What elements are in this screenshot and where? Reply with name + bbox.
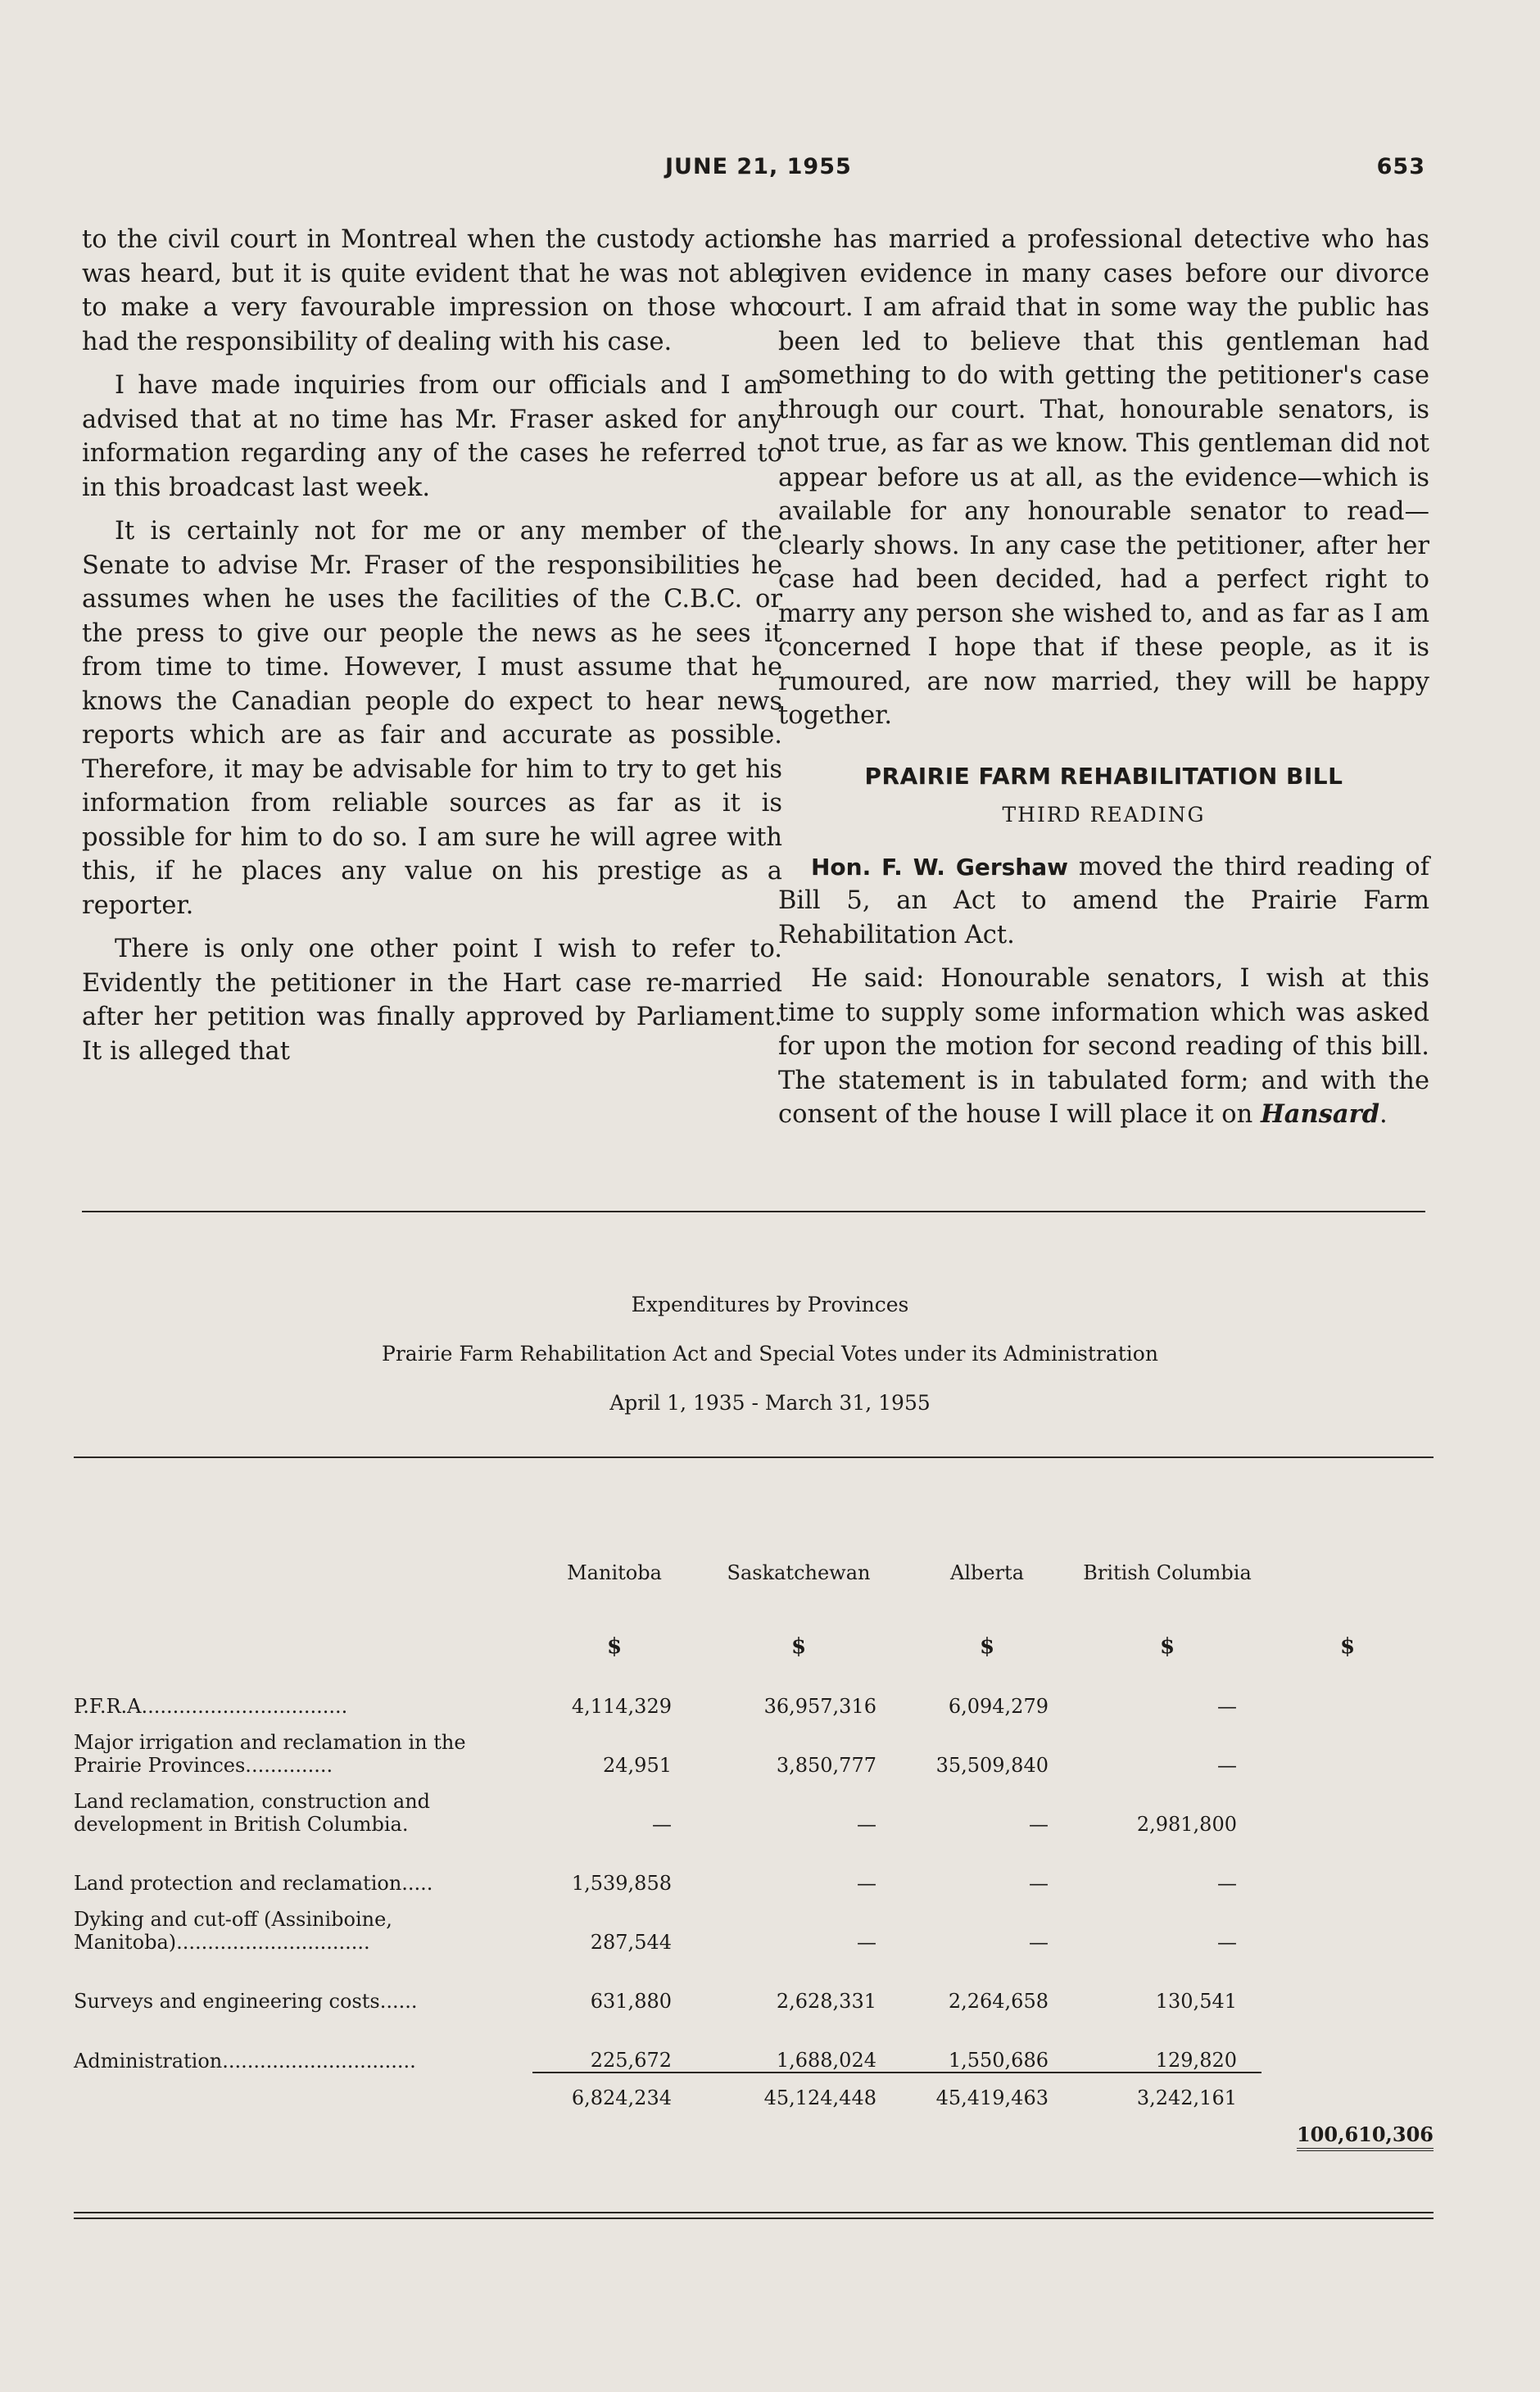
cell: — [1217,1695,1237,1718]
cell: 1,688,024 [776,2049,876,2072]
cell: — [857,1931,876,1954]
cell: 35,509,840 [935,1754,1049,1777]
cell: — [1029,1872,1049,1895]
paragraph: I have made inquiries from our officials and I am advised that at no time has Mr. Fraser asked for any information regarding any of the cases he referred to in this broadcast last week. [82,371,782,502]
divider-rule [82,1211,1425,1212]
header-date: JUNE 21, 1955 [665,154,852,179]
table-top-rule [74,1456,1434,1458]
row-label: Surveys and engineering costs...... [74,1990,418,2013]
cell: 631,880 [590,1990,672,2013]
row-label: Administration............................... [74,2050,416,2073]
table-caption: Expenditures by Provinces [631,1293,909,1316]
expenditures-table [74,1487,1434,2181]
cell: 2,264,658 [948,1990,1049,2013]
left-column [82,223,782,1078]
table-row [74,1659,1434,1718]
section-title: PRAIRIE FARM REHABILITATION BILL [864,762,1343,790]
cell: — [1029,1931,1049,1954]
total-cell: 45,419,463 [901,2073,1073,2122]
table-row [74,1954,1434,2013]
paragraph-text: moved the third reading of Bill 5, an Act to amend the Prairie Farm Rehabilitation Act. [778,852,1429,949]
page-number: 653 [1376,154,1425,179]
total-cell: 3,242,161 [1073,2073,1261,2122]
currency-label: $ [790,1634,807,1659]
table-row [74,1777,1434,1836]
table-row [74,1718,1434,1777]
cell: 4,114,329 [571,1695,672,1718]
table-bottom-rule-2 [74,2218,1434,2219]
cell: 36,957,316 [763,1695,876,1718]
paragraph-text: He said: Honourable senators, I wish at this time to supply some information which was asked for upon the motion for second reading of this bill. The statement is in tabulated form; and with the consent of the house I will place it on [778,964,1429,1129]
totals-row [74,2073,1434,2122]
row-label: Land reclamation, construction and development in British Columbia. [74,1790,431,1836]
total-cell: 45,124,448 [696,2073,901,2122]
paragraph: she has married a professional detective who has given evidence in many cases before our divorce court. I am afraid that in some way the public has been led to believe that this gentleman had something to do with getting the petitioner's case through our court. That, honourable senators, is not true, as far as we know. This gentleman did not appear before us at all, as the evidence—which is available for any honourable senator to read—clearly shows. In any case the petitioner, after her case had been decided, had a perfect right to marry any person she wished to, and as far as I am concerned I hope that if these people, as it is rumoured, are now married, they will be happy together. [778,225,1429,730]
grand-total: 100,610,306 [1297,2122,1434,2151]
row-label: Major irrigation and reclamation in the Prairie Provinces.............. [74,1731,466,1777]
column-header: British Columbia [1083,1561,1252,1584]
currency-label: $ [979,1634,995,1659]
paragraph: There is only one other point I wish to refer to. Evidently the petitioner in the Hart case re-married after her petition was finally approved by Parliament. It is alleged that [82,935,782,1066]
cell: 225,672 [590,2049,672,2072]
row-label: P.F.R.A................................. [74,1695,348,1718]
table-row [74,1895,1434,1954]
column-header: Saskatchewan [727,1561,871,1584]
cell: 130,541 [1155,1990,1237,2013]
speaker-name: Hon. F. W. Gershaw [811,853,1068,881]
cell: 2,628,331 [776,1990,876,2013]
cell: 287,544 [590,1931,672,1954]
paragraph: It is certainly not for me or any member of the Senate to advise Mr. Fraser of the responsibilities he assumes when he uses the facilities of the C.B.C. or the press to give our people the news as he sees it from time to time. However, I must assume that he knows the Canadian people do expect to hear news reports which are as fair and accurate as possible. Therefore, it may be advisable for him to try to get his information from reliable sources as far as it is possible for him to do so. I am sure he will agree with this, if he places any value on his prestige as a reporter. [82,517,782,920]
currency-label: $ [606,1634,623,1659]
cell: — [1217,1931,1237,1954]
table-date-range: April 1, 1935 - March 31, 1955 [609,1391,931,1415]
currency-label: $ [1339,1634,1356,1659]
column-header: Alberta [950,1561,1024,1584]
cell: 3,850,777 [776,1754,876,1777]
cell: — [1029,1813,1049,1836]
cell: — [857,1872,876,1895]
paragraph [778,850,1429,953]
cell: 1,539,858 [571,1872,672,1895]
column-header: Manitoba [567,1561,662,1584]
grand-total-row [74,2122,1434,2181]
cell: — [1217,1872,1237,1895]
cell: 129,820 [1155,2049,1237,2072]
cell: 1,550,686 [948,2049,1049,2072]
currency-label: $ [1159,1634,1175,1659]
cell: 24,951 [603,1754,672,1777]
table-row [74,2013,1434,2073]
row-label: Land protection and reclamation..... [74,1872,433,1895]
hansard-italic: Hansard [1260,1099,1380,1129]
total-cell: 6,824,234 [532,2073,696,2122]
section-subtitle: THIRD READING [1002,803,1206,827]
cell: 6,094,279 [948,1695,1049,1718]
table-bottom-rule [74,2212,1434,2213]
cell: — [1217,1754,1237,1777]
cell: 2,981,800 [1136,1813,1237,1836]
row-label: Dyking and cut-off (Assiniboine, Manitoba)............................... [74,1908,392,1954]
table-row [74,1836,1434,1895]
paragraph: to the civil court in Montreal when the custody action was heard, but it is quite evident that he was not able to make a very favourable impression on those who had the responsibility of dealing with his case. [82,225,782,356]
paragraph-text: . [1379,1100,1388,1129]
paragraph [778,962,1429,1132]
right-column [778,223,1429,1142]
table-subcaption: Prairie Farm Rehabilitation Act and Special Votes under its Administration [382,1342,1158,1366]
cell: — [652,1813,672,1836]
cell: — [857,1813,876,1836]
